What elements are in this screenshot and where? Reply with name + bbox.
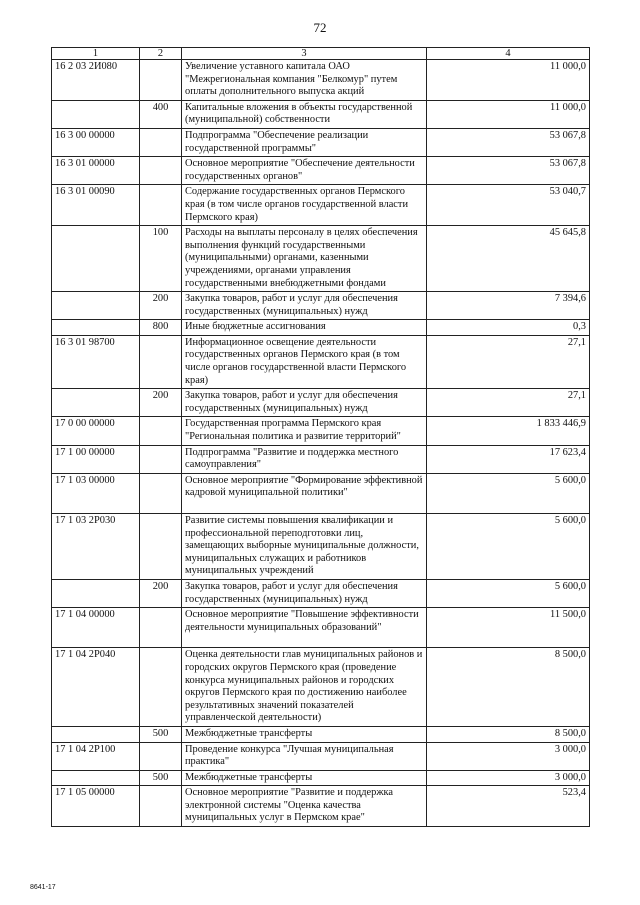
amount-value: 1 833 446,9	[427, 417, 590, 445]
expense-type-code	[140, 648, 182, 727]
table-row	[52, 185, 590, 226]
table-row	[52, 292, 590, 320]
table-row	[52, 648, 590, 727]
expense-type-code: 200	[140, 292, 182, 320]
budget-classification-code: 16 3 01 00090	[52, 185, 140, 226]
budget-classification-code: 17 1 04 00000	[52, 608, 140, 648]
expense-type-code	[140, 185, 182, 226]
document-code: 8641-17	[30, 884, 56, 891]
item-name: Основное мероприятие "Обеспечение деятельности государственных органов"	[182, 157, 427, 185]
item-name: Иные бюджетные ассигнования	[182, 320, 427, 336]
budget-classification-code	[52, 226, 140, 292]
item-name: Подпрограмма "Развитие и поддержка местного самоуправления"	[182, 445, 427, 473]
table-row	[52, 389, 590, 417]
item-name: Проведение конкурса "Лучшая муниципальная практика"	[182, 742, 427, 770]
item-name: Межбюджетные трансферты	[182, 770, 427, 786]
budget-classification-code: 16 3 01 00000	[52, 157, 140, 185]
item-name: Основное мероприятие "Формирование эффективной кадровой муниципальной политики"	[182, 473, 427, 513]
budget-classification-code: 16 3 00 00000	[52, 128, 140, 156]
expense-type-code	[140, 786, 182, 827]
item-name: Расходы на выплаты персоналу в целях обеспечения выполнения функций государственными (муниципальными) органами, казенными учреждениями, органами управления государственными внебюджетными фондами	[182, 226, 427, 292]
amount-value: 17 623,4	[427, 445, 590, 473]
expense-type-code	[140, 742, 182, 770]
table-row	[52, 417, 590, 445]
item-name: Основное мероприятие "Развитие и поддержка электронной системы "Оценка качества муниципальных услуг в Пермском крае"	[182, 786, 427, 827]
expense-type-code	[140, 445, 182, 473]
item-name: Основное мероприятие "Повышение эффективности деятельности муниципальных образований"	[182, 608, 427, 648]
item-name: Закупка товаров, работ и услуг для обеспечения государственных (муниципальных) нужд	[182, 389, 427, 417]
item-name: Развитие системы повышения квалификации и профессиональной переподготовки лиц, замещающих выборные муниципальные должности, муниципальных служащих и работников муниципальных учреждений	[182, 514, 427, 580]
amount-value: 3 000,0	[427, 742, 590, 770]
table-row	[52, 157, 590, 185]
amount-value: 53 067,8	[427, 157, 590, 185]
amount-value: 8 500,0	[427, 648, 590, 727]
budget-classification-code	[52, 770, 140, 786]
expense-type-code	[140, 473, 182, 513]
amount-value: 11 500,0	[427, 608, 590, 648]
header-col-4: 4	[427, 48, 590, 60]
budget-classification-code: 17 1 00 00000	[52, 445, 140, 473]
amount-value: 5 600,0	[427, 579, 590, 607]
table-row	[52, 128, 590, 156]
expense-type-code	[140, 335, 182, 388]
header-col-2: 2	[140, 48, 182, 60]
item-name: Капитальные вложения в объекты государственной (муниципальной) собственности	[182, 100, 427, 128]
budget-classification-code	[52, 292, 140, 320]
budget-classification-code: 17 1 03 00000	[52, 473, 140, 513]
expense-type-code	[140, 60, 182, 101]
table-row	[52, 335, 590, 388]
expense-type-code: 100	[140, 226, 182, 292]
item-name: Закупка товаров, работ и услуг для обеспечения государственных (муниципальных) нужд	[182, 292, 427, 320]
table-row	[52, 770, 590, 786]
amount-value: 3 000,0	[427, 770, 590, 786]
amount-value: 0,3	[427, 320, 590, 336]
expense-type-code	[140, 128, 182, 156]
page-number: 72	[313, 20, 327, 35]
expense-type-code: 800	[140, 320, 182, 336]
table-row	[52, 320, 590, 336]
table-row	[52, 473, 590, 513]
expense-type-code	[140, 157, 182, 185]
expense-type-code: 500	[140, 726, 182, 742]
budget-classification-code: 17 1 04 2Р040	[52, 648, 140, 727]
amount-value: 11 000,0	[427, 100, 590, 128]
expense-type-code: 200	[140, 579, 182, 607]
budget-table	[51, 47, 590, 827]
table-header-row	[52, 48, 590, 60]
table-row	[52, 60, 590, 101]
expense-type-code	[140, 608, 182, 648]
amount-value: 523,4	[427, 786, 590, 827]
amount-value: 5 600,0	[427, 514, 590, 580]
amount-value: 27,1	[427, 335, 590, 388]
budget-classification-code	[52, 726, 140, 742]
header-col-1: 1	[52, 48, 140, 60]
table-row	[52, 514, 590, 580]
budget-classification-code	[52, 100, 140, 128]
header-col-3: 3	[182, 48, 427, 60]
item-name: Увеличение уставного капитала ОАО "Межрегиональная компания "Белкомур" путем оплаты дополнительного выпуска акций	[182, 60, 427, 101]
budget-classification-code	[52, 389, 140, 417]
amount-value: 53 040,7	[427, 185, 590, 226]
amount-value: 27,1	[427, 389, 590, 417]
table-row	[52, 226, 590, 292]
budget-classification-code	[52, 579, 140, 607]
table-row	[52, 726, 590, 742]
expense-type-code: 400	[140, 100, 182, 128]
item-name: Государственная программа Пермского края "Региональная политика и развитие территорий"	[182, 417, 427, 445]
table-row	[52, 579, 590, 607]
budget-classification-code: 16 2 03 2И080	[52, 60, 140, 101]
item-name: Оценка деятельности глав муниципальных районов и городских округов Пермского края (проведение конкурса муниципальных районов и городских округов Пермского края по достижению наиболее результативных значений показателей управленческой деятельности)	[182, 648, 427, 727]
budget-classification-code: 17 1 03 2Р030	[52, 514, 140, 580]
table-row	[52, 445, 590, 473]
budget-classification-code: 16 3 01 98700	[52, 335, 140, 388]
item-name: Подпрограмма "Обеспечение реализации государственной программы"	[182, 128, 427, 156]
amount-value: 8 500,0	[427, 726, 590, 742]
table-body	[52, 60, 590, 827]
budget-classification-code: 17 1 05 00000	[52, 786, 140, 827]
expense-type-code	[140, 514, 182, 580]
item-name: Информационное освещение деятельности государственных органов Пермского края (в том числе органов государственной власти Пермского края)	[182, 335, 427, 388]
budget-classification-code: 17 1 04 2Р100	[52, 742, 140, 770]
amount-value: 53 067,8	[427, 128, 590, 156]
amount-value: 7 394,6	[427, 292, 590, 320]
budget-classification-code: 17 0 00 00000	[52, 417, 140, 445]
amount-value: 11 000,0	[427, 60, 590, 101]
budget-classification-code	[52, 320, 140, 336]
item-name: Межбюджетные трансферты	[182, 726, 427, 742]
amount-value: 45 645,8	[427, 226, 590, 292]
amount-value: 5 600,0	[427, 473, 590, 513]
table-row	[52, 100, 590, 128]
table-row	[52, 786, 590, 827]
expense-type-code: 200	[140, 389, 182, 417]
table-row	[52, 742, 590, 770]
item-name: Закупка товаров, работ и услуг для обеспечения государственных (муниципальных) нужд	[182, 579, 427, 607]
expense-type-code	[140, 417, 182, 445]
table-row	[52, 608, 590, 648]
item-name: Содержание государственных органов Пермского края (в том числе органов государственной власти Пермского края)	[182, 185, 427, 226]
expense-type-code: 500	[140, 770, 182, 786]
